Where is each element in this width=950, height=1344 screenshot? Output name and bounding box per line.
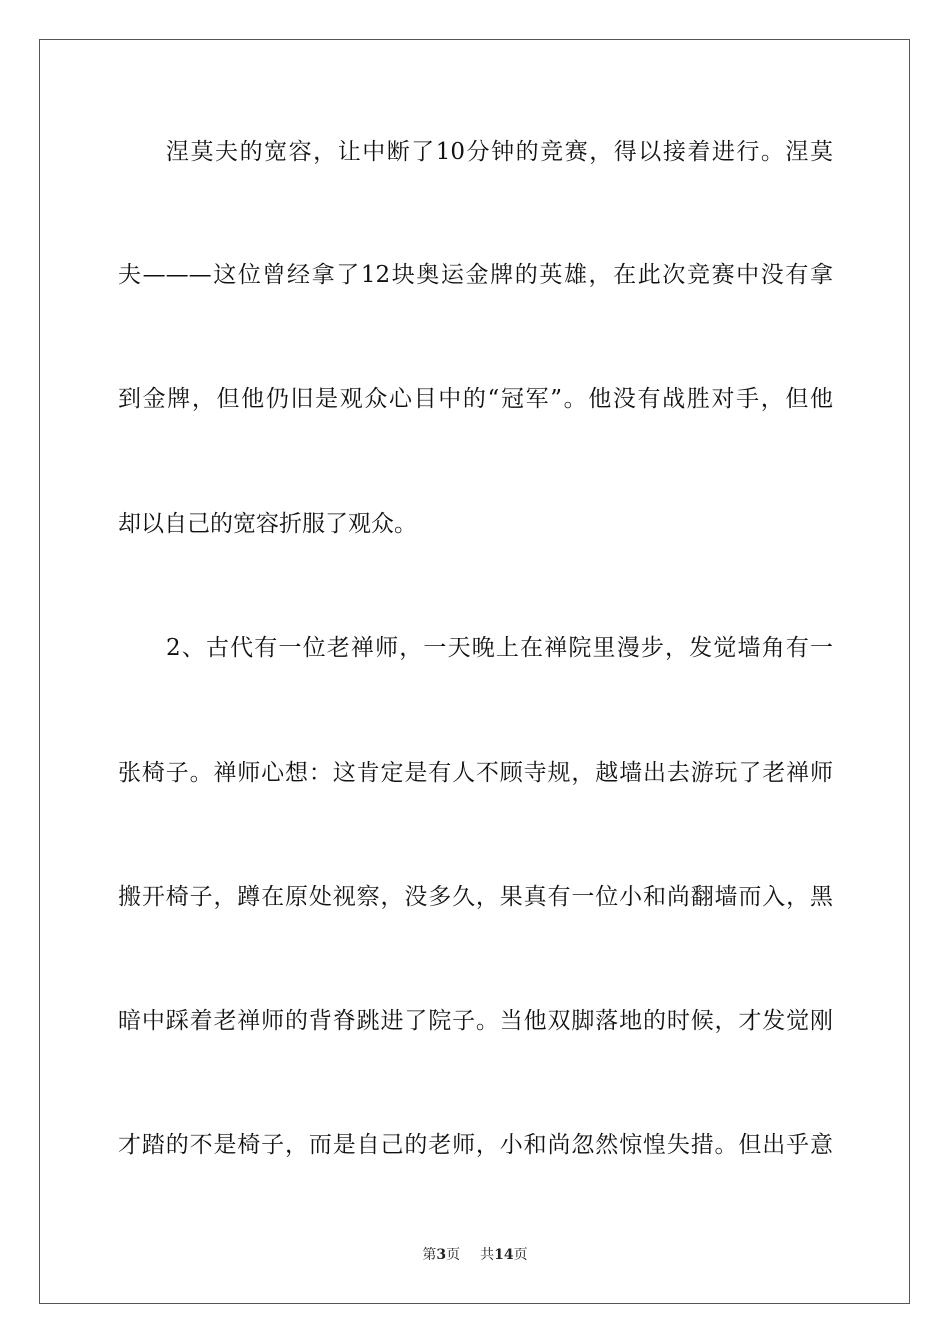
paragraph-2-line-5: 才踏的不是椅子，而是自己的老师，小和尚忽然惊惶失措。但出乎意 bbox=[118, 1132, 833, 1158]
paragraph-2-line-1: 2、古代有一位老禅师，一天晚上在禅院里漫步，发觉墙角有一 bbox=[166, 635, 833, 661]
paragraph-1-line-3: 到金牌，但他仍旧是观众心目中的“冠军”。他没有战胜对手，但他 bbox=[118, 386, 833, 412]
paragraph-2-line-2: 张椅子。禅师心想：这肯定是有人不顾寺规，越墙出去游玩了老禅师 bbox=[118, 760, 833, 786]
paragraph-1-line-2: 夫———这位曾经拿了12块奥运金牌的英雄，在此次竞赛中没有拿 bbox=[118, 262, 833, 288]
page-border bbox=[39, 39, 910, 1304]
footer-page-suffix: 页 bbox=[446, 1247, 461, 1263]
footer-page-number: 3 bbox=[436, 1247, 447, 1263]
paragraph-2-line-3: 搬开椅子，蹲在原处视察，没多久，果真有一位小和尚翻墙而入，黑 bbox=[118, 884, 833, 910]
paragraph-2-line-4: 暗中踩着老禅师的背脊跳进了院子。当他双脚落地的时候，才发觉刚 bbox=[118, 1008, 833, 1034]
footer-total-prefix: 共 bbox=[480, 1247, 495, 1263]
footer-total-pages: 14 bbox=[494, 1247, 514, 1263]
paragraph-1-line-1: 涅莫夫的宽容，让中断了10分钟的竞赛，得以接着进行。涅莫 bbox=[166, 139, 833, 165]
page-footer bbox=[0, 1246, 950, 1264]
paragraph-1-line-4: 却以自己的宽容折服了观众。 bbox=[118, 511, 417, 537]
footer-total-suffix: 页 bbox=[513, 1247, 528, 1263]
footer-page-prefix: 第 bbox=[422, 1247, 437, 1263]
